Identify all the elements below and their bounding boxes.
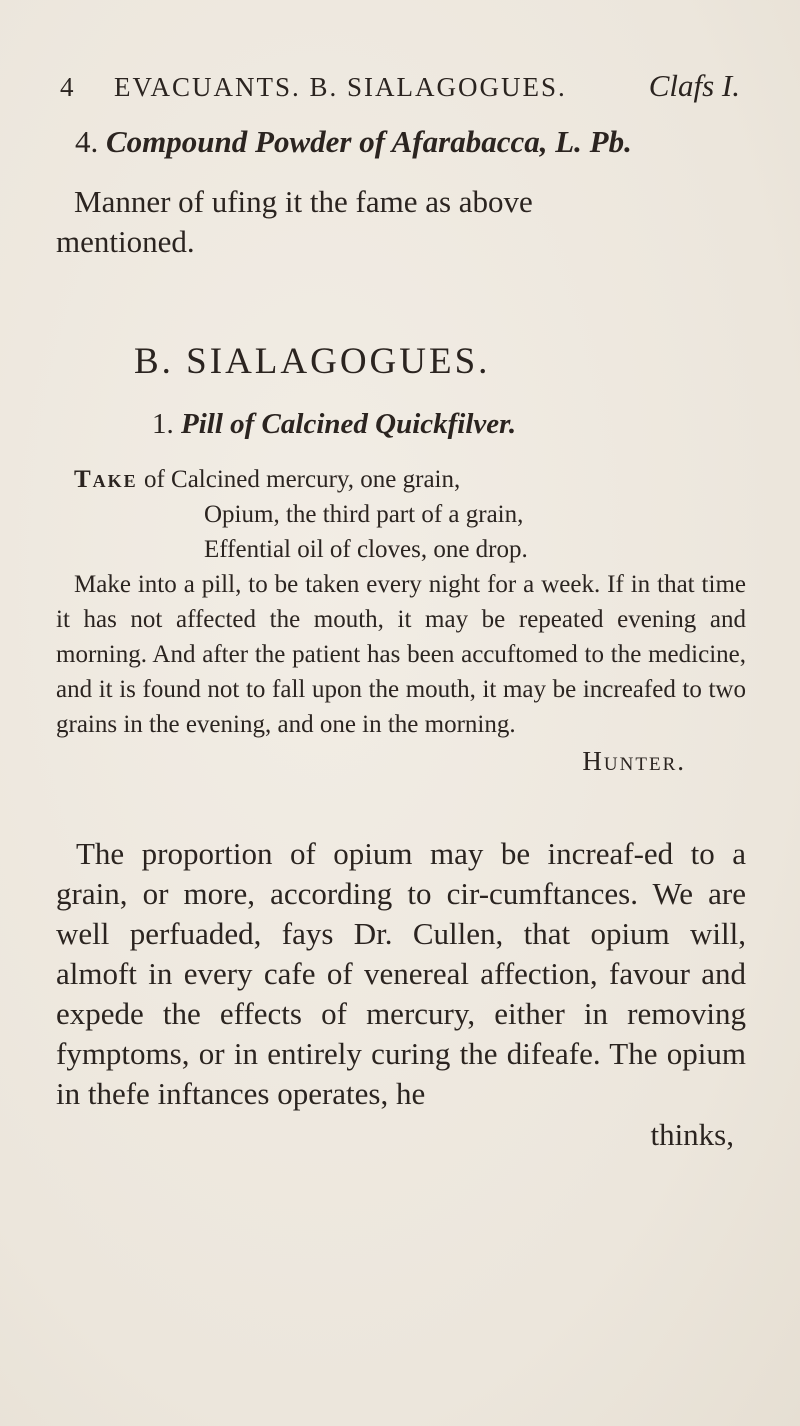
pill-recipe xyxy=(56,462,746,779)
commentary-catchword: thinks, xyxy=(650,1117,734,1152)
running-head-class: Clafs I. xyxy=(648,68,740,103)
commentary-paragraph: The proportion of opium may be increaf-ed to a grain, or more, according to cir-cumftances. We are well perfuaded, fays Dr. Cullen, that opium will, almoft in every cafe of venereal affection, favour and expede the effects of mercury, either in removing fymptoms, or in entirely curing the difeafe. The opium in thefe inftances operates, he xyxy=(56,836,746,1111)
ingredient-1: of Calcined mercury, one grain, xyxy=(143,466,461,493)
pill-title: Pill of Calcined Quickfilver. xyxy=(181,408,517,440)
ingredient-2: Opium, the third part of a grain, xyxy=(204,501,524,528)
compound-powder-heading xyxy=(75,124,632,160)
pill-heading xyxy=(152,408,516,441)
compound-powder-number: 4. xyxy=(75,124,99,159)
pill-author: Hunter. xyxy=(582,746,686,776)
running-head-title: EVACUANTS. B. SIALAGOGUES. xyxy=(114,72,567,102)
section-heading-sialagogues: B. SIALAGOGUES. xyxy=(134,341,491,382)
pill-directions: Make into a pill, to be taken every night for a week. If in that time it has not affected the mouth, it may be repeated evening and morning. And after the patient has been accuftomed to the medicine, and it is found not to fall upon the mouth, it may be increafed to two grains in the evening, and one in the morning. xyxy=(56,571,746,738)
manner-paragraph xyxy=(56,182,746,262)
pill-number: 1. xyxy=(152,408,174,440)
take-word: Take xyxy=(74,466,138,493)
ingredient-3: Effential oil of cloves, one drop. xyxy=(204,536,528,563)
running-head xyxy=(60,68,740,112)
manner-line-2: mentioned. xyxy=(56,224,195,259)
manner-line-1: Manner of ufing it the fame as above xyxy=(74,184,533,219)
compound-powder-title: Compound Powder of Afarabacca, L. Pb. xyxy=(106,124,632,159)
ingredient-line-1 xyxy=(56,462,746,497)
page-number: 4 xyxy=(60,72,76,102)
